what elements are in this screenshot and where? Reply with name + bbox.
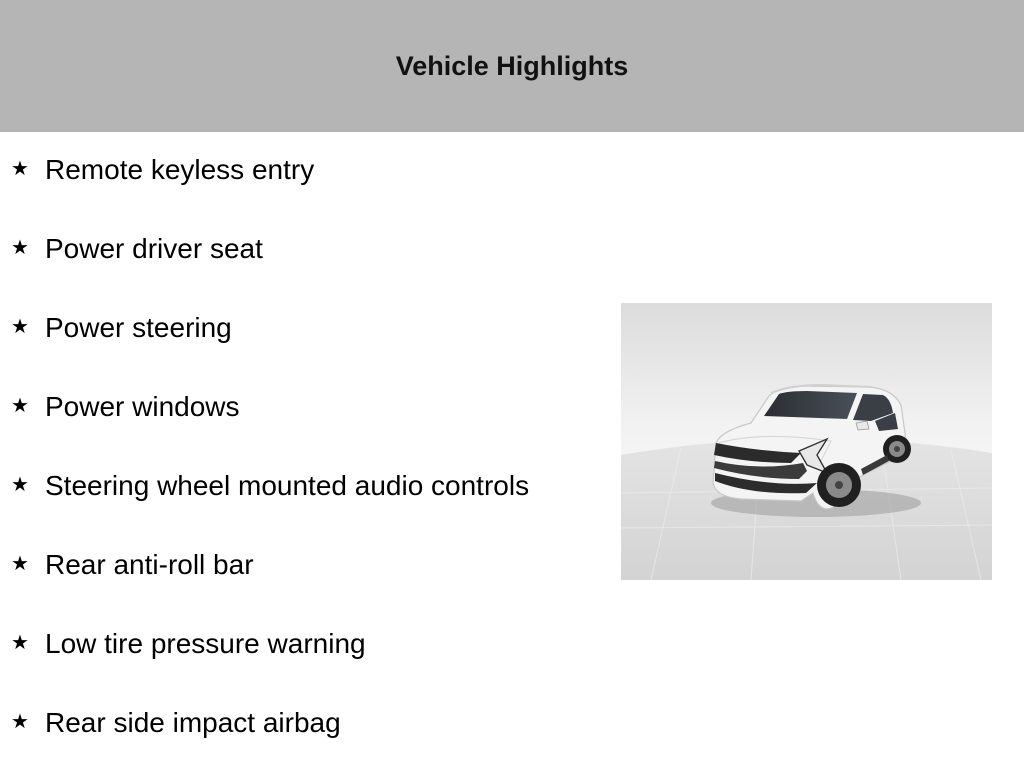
page-title: Vehicle Highlights (395, 50, 629, 81)
header-bar (0, 0, 1024, 132)
list-item (0, 628, 600, 668)
highlight-label: Steering wheel mounted audio controls (45, 470, 530, 501)
list-item (0, 233, 600, 273)
star-icon: ★ (11, 630, 29, 654)
list-item (0, 470, 600, 510)
list-item (0, 707, 600, 747)
list-item (0, 549, 600, 589)
highlight-label: Low tire pressure warning (45, 628, 366, 659)
star-icon: ★ (11, 472, 29, 496)
vehicle-photo (621, 303, 992, 580)
star-icon: ★ (11, 235, 29, 259)
highlight-label: Rear anti-roll bar (45, 549, 254, 580)
star-icon: ★ (11, 314, 29, 338)
highlight-label: Rear side impact airbag (45, 707, 341, 738)
star-icon: ★ (11, 156, 29, 180)
highlight-label: Power driver seat (45, 233, 263, 264)
star-icon: ★ (11, 709, 29, 733)
list-item (0, 154, 600, 194)
highlight-label: Power steering (45, 312, 232, 343)
list-item (0, 312, 600, 352)
highlight-label: Remote keyless entry (45, 154, 315, 185)
star-icon: ★ (11, 551, 29, 575)
highlight-label: Power windows (45, 391, 240, 422)
list-item (0, 391, 600, 431)
star-icon: ★ (11, 393, 29, 417)
